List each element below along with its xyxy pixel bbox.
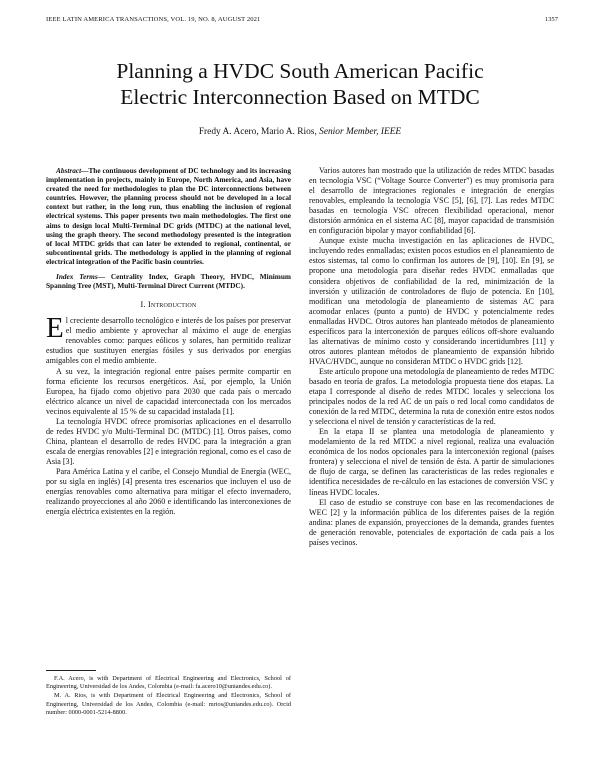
- index-terms-label: Index Terms: [56, 272, 98, 282]
- body-paragraph-3: Este artículo propone una metodología de planeamiento de redes MTDC basado en teoría de grafos. La metodología propuesta tiene dos etapas. La etapa I corresponde al diseño de redes MTDC locales y selecciona los principales nodos de la red AC de un país o red local como candidatos de conexión de la red MTDC, determina la ruta de conexión entre estos nodos y selecciona el nivel de tensión y características de la red.: [309, 366, 554, 427]
- section-number: I.: [140, 300, 146, 310]
- footnotes: [46, 670, 291, 718]
- body-paragraph-4: En la etapa II se plantea una metodología de planeamiento y modelamiento de la red MTDC a nivel regional, realiza una evaluación económica de los nodos opcionales para la interconexión regional (países frontera) y selecciona el nivel de tensión de ésta. A partir de simulaciones de flujo de carga, se definen las características de las redes regionales e identifica necesidades de re-cálculo en las estaciones de conversión VSC y líneas HVDC locales.: [309, 427, 554, 497]
- footnote-rule: [46, 670, 96, 671]
- abstract-text: —The continuous development of DC technology and its increasing implementation in projects, mainly in Europe, North America, and Asia, have created the need for methodologies to plan the DC interconnections between countries. However, the planning process should not be developed in a local context but rather, in the long run, thus enabling the inclusion of regional electrical systems. This paper presents two main methodologies. The first one aims to design local Multi-Terminal DC grids (MTDC) at the national level, using the graph theory. The second methodology presented is the integration of local MTDC grids that can later be extended to regional, continental, or subcontinental grids. The methodology is applied in the planning of regional electrical integration of the Pacific basin countries.: [46, 166, 291, 266]
- title-line-1: Planning a HVDC South American Pacific: [116, 59, 484, 83]
- title-line-2: Electric Interconnection Based on MTDC: [120, 85, 480, 109]
- left-column: [46, 166, 291, 517]
- body-paragraph-2: Aunque existe mucha investigación en las aplicaciones de HVDC, incluyendo redes enmalladas; existen pocos estudios en el planeamiento de estos sistemas, tal como lo confirman los autores de [9], [10]. En [9], se propone una metodología para diseñar redes HVDC enmalladas que considera objetivos de confiabilidad de la red, minimización de la inversión y utilización de controladores de flujo de potencia. En [10], modifican una metodología de planeamiento de sistemas AC para acomodar enlaces (punto a punto) de HVDC y potencialmente redes enmalladas HVDC. Otros autores han planteado métodos de planeamiento específicos para la interconexión de parques eólicos off-shore evaluando las alternativas de mínimo costo y considerando incertidumbres [11] y otros autores plantean métodos de planeamiento de expansión híbrido HVAC/HVDC, aunque no consideran MTDC o HVDC grids [12].: [309, 236, 554, 366]
- right-column: [309, 166, 554, 548]
- body-paragraph-5: El caso de estudio se construye con base en las recomendaciones de WEC [2] y la información pública de los diferentes países de la región andina: planes de expansión, proyecciones de la demanda, grandes fuentes de generación renovable, potenciales de exportación de cada país a los países vecinos.: [309, 497, 554, 547]
- index-terms: [46, 272, 291, 290]
- section-heading: [46, 300, 291, 310]
- index-terms-text: — Centrality Index, Graph Theory, HVDC, Minimum Spanning Tree (MST), Multi-Terminal Direct Current (MTDC).: [46, 272, 292, 291]
- page-number: 1357: [544, 16, 558, 23]
- intro-paragraph-1-text: l creciente desarrollo tecnológico e interés de los países por preservar el medio ambiente y aprovechar al máximo el auge de energías renovables como: parques eólicos y solares, han permitido realizar estudios que sustituyen energías fósiles y sus derivados por energías amigables con el medio ambiente.: [46, 316, 291, 366]
- section-title: Introduction: [147, 300, 197, 310]
- footnote-2: M. A. Rios, is with Department of Electrical Engineering and Electronics, School of Engineering, Universidad de los Andes, Colombia (e-mail: mrios@uniandes.edu.co). Orcid number: 0000-0001-5214-8800.: [46, 692, 291, 716]
- abstract: [46, 166, 291, 266]
- abstract-label: Abstract: [56, 166, 82, 175]
- author-names: Fredy A. Acero, Mario A. Rios,: [198, 127, 317, 137]
- running-head: IEEE LATIN AMERICA TRANSACTIONS, VOL. 19, NO. 8, AUGUST 2021: [46, 16, 261, 23]
- intro-paragraph-3: La tecnología HVDC ofrece promisorias aplicaciones en el desarrollo de redes HVDC y/o Multi-Terminal DC (MTDC) [1]. Otros países, como China, plantean el desarrollo de redes HVDC para la integración a gran escala de energías renovables [2] e integración regional, como es el caso de Asia [3].: [46, 416, 291, 466]
- paper-title: [40, 58, 560, 110]
- author-line: [40, 127, 560, 137]
- body-paragraph-1: Varios autores han mostrado que la utilización de redes MTDC basadas en tecnología VSC (“Voltage Source Converter”) es muy promisoria para el desarrollo de integraciones regionales e integración de energías renovables, empleando la tecnología VSC [5], [6], [7]. Las redes MTDC basadas en tecnología VSC ofrecen flexibilidad operacional, menor distorsión armónica en el sistema AC [8], mayor capacidad de transmisión en configuración bipolar y mayor confiabilidad [6].: [309, 166, 554, 236]
- footnote-1: F.A. Acero, is with Department of Electrical Engineering and Electronics, School of Engineering, Universidad de los Andes, Colombia (e-mail: fa.acero10@uniandes.edu.co).: [46, 675, 291, 691]
- drop-cap: E: [46, 312, 64, 345]
- intro-paragraph-4: Para América Latina y el caribe, el Consejo Mundial de Energía (WEC, por su sigla en inglés) [4] presenta tres escenarios que incluyen el uso de energías renovables como alternativa para mitigar el efecto invernadero, realizando proyecciones al año 2060 e identificando las interconexiones de energía eléctrica existentes en la región.: [46, 466, 291, 517]
- intro-paragraph-1: [46, 312, 291, 366]
- intro-paragraph-2: A su vez, la integración regional entre países permite compartir en forma eficiente los recursos energéticos. Así, por ejemplo, la Unión Europea, ha fijado como objetivo para 2030 que cada país o mercado eléctrico alcance un nivel de capacidad interconectada con los mercados vecinos equivalente al 15 % de su capacidad instalada [1].: [46, 366, 291, 416]
- author-membership: Senior Member, IEEE: [319, 127, 402, 137]
